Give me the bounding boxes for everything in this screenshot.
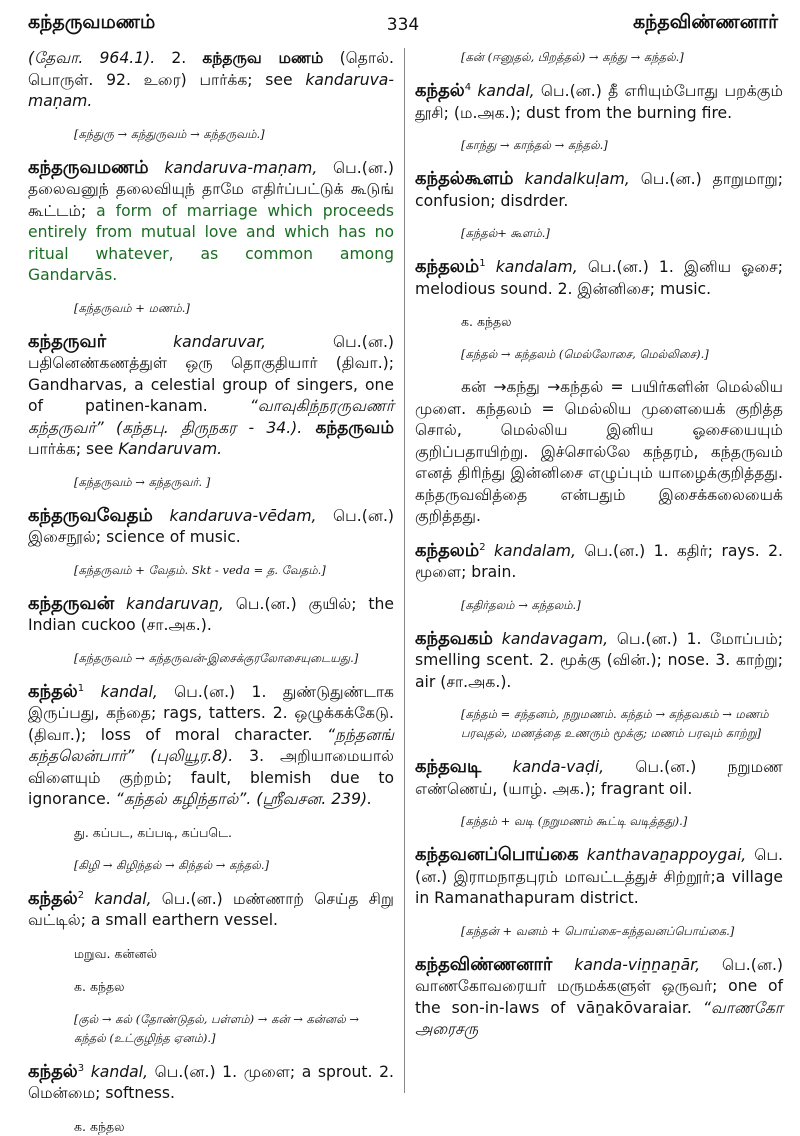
- explanatory-note: கன் →கந்து →கந்தல் = பயிர்களின் மெல்லிய முளை. கந்தலம் = மெல்லிய முளையைக் குறித்த சொல், மெல்லிய இனிய ஓசையையும் குறிப்பதாயிற்று. இச்சொல்லே கந்தரம், கந்தருவம் எனத் திரிந்து இன்னிசை எழுப்பும் யாழைக்குறித்தது. கந்தருவவித்தை என்பதும் இசைக்கலையைக் குறித்தது.: [415, 378, 783, 525]
- entry-kandal-1: [28, 681, 394, 811]
- definition: பெ.(ன.) 1. கதிர்; rays. 2. மூளை; brain.: [415, 541, 783, 581]
- entry-kandal-4: [415, 80, 783, 124]
- definition: பெ.(ன.) 1. முளை; a sprout. 2. மென்மை; softness.: [28, 1062, 395, 1102]
- entry-kandaruva-manam: [28, 157, 394, 287]
- definition: (தொல். பொருள். 92. உரை) பார்க்க; see: [28, 49, 394, 89]
- etymology: [காந்து → காந்தல் → கந்தல்.]: [461, 138, 608, 152]
- etymology: [கதிர்தலம் → கந்தலம்.]: [461, 597, 581, 612]
- definition: பெ.(ன.) மண்ணாற் செய்த சிறு வட்டில்; a small earthern vessel.: [28, 889, 394, 929]
- transliteration: kandaruvar,: [106, 332, 267, 351]
- etymology: [கந்தருவம் + வேதம். Skt - veda = த. வேதம்.]: [74, 562, 326, 577]
- transliteration: kandal,: [84, 682, 158, 701]
- right-column: [415, 48, 783, 1090]
- definition: 3. அறியாமையால் விளையும் குற்றம்; fault, blemish due to ignorance.: [28, 747, 394, 808]
- english-definition: a form of marriage which proceeds entirely from mutual love and which has no ritual whatever, as common among Gandarvās.: [28, 201, 394, 284]
- headword: கந்தல்: [28, 680, 78, 702]
- quotation: “வாணகோ அரைசரு: [415, 998, 783, 1038]
- definition: பெ.(ன.) 1. மோப்பம்; smelling scent. 2. மூக்கு (வின்.); nose. 3. காற்று; air (சா.அக.).: [415, 629, 783, 691]
- transliteration: kandal,: [84, 889, 152, 908]
- headword: கந்தவிண்ணனார்: [415, 953, 553, 975]
- definition: பெ.(ன.) 1. இனிய ஓசை; melodious sound. 2. இன்னிசை; music.: [415, 258, 783, 298]
- transliteration: kandalkuḷam,: [513, 170, 630, 188]
- cross-ref-headword: கந்தருவம்: [302, 417, 394, 438]
- quotation: “கந்தல் கழிந்தால்”. (ஸ்ரீவசன. 239).: [115, 790, 373, 808]
- transliteration: kandalam,: [485, 258, 578, 276]
- headword: கந்தலம்: [415, 539, 480, 561]
- definition: பார்க்க; see: [28, 440, 119, 458]
- quotation: “நந்தனங் கந்தலென்பார்” (புலியூர.8).: [28, 725, 394, 765]
- left-column: [28, 48, 395, 1134]
- citation: (தேவா. 964.1).: [28, 49, 156, 67]
- homonym-number: 2: [479, 541, 486, 553]
- definition: பெ.(ன.) நறுமண எண்ணெய், (யாழ். அக.); fragrant oil.: [415, 758, 783, 798]
- transliteration: kandaruvaṉ,: [114, 594, 224, 613]
- transliteration: kandaruva-maṇam,: [148, 158, 318, 177]
- entry-kandavinnanar: [415, 954, 783, 1041]
- definition: பெ.(ன.) பதினெண்கணத்துள் ஒரு தொகுதியார் (திவா.); Gandharvas, a celestial group of singers, one of patinen-kanam.: [28, 332, 394, 415]
- entry-kandavagam: [415, 628, 783, 694]
- definition: பெ.(ன.) இராமநாதபுரம் மாவட்டத்துச் சிற்றூர்;a village in Ramanathapuram district.: [415, 846, 784, 907]
- etymology: [கந்தல்+ கூளம்.]: [461, 226, 550, 240]
- synonym: மறுவ. கன்னல்: [74, 945, 158, 961]
- transliteration: kanda-vaḍi,: [481, 758, 605, 776]
- headword: கந்தருவர்: [28, 330, 107, 352]
- transliteration: kandavagam,: [493, 629, 609, 648]
- etymology: [கந்தல் → கந்தலம் (மெல்லோசை, மெல்லிசை).]: [461, 347, 709, 361]
- definition: பெ.(ன.) தாறுமாறு; confusion; disdrder.: [415, 170, 783, 210]
- headword: கந்தருவன்: [28, 592, 115, 614]
- column-divider: [404, 48, 405, 1093]
- page-number: 334: [386, 15, 420, 35]
- definition: பெ.(ன.) தலைவனுந் தலைவியுந் தாமே எதிர்ப்பட்டுக் கூடுங் கூட்டம்;: [28, 158, 394, 220]
- etymology: [கிழி → கிழிந்தல் → கிந்தல் → கந்தல்.]: [74, 857, 269, 872]
- headword: கந்தவடி: [415, 756, 482, 777]
- entry-kandaruvar: [28, 331, 394, 461]
- homonym-number: 1: [479, 257, 486, 269]
- entry-continuation: [28, 48, 394, 113]
- entry-kandal-2: [28, 888, 394, 932]
- etymology: [கந்தம் = சந்தனம், நறுமணம். கந்தம் → கந்தவகம் → மணம் பரவுதல், மணத்தை உணரும் மூக்கு; மணம் பரவும் காற்று]: [461, 707, 769, 740]
- homonym-number: 1: [77, 682, 85, 694]
- entry-kandal-3: [28, 1061, 394, 1105]
- header-left-guideword: கந்தருவமணம்: [28, 10, 156, 33]
- transliteration: kandal,: [471, 82, 535, 100]
- transliteration: kanda-viṉṉaṉār,: [552, 955, 701, 974]
- etymology: [கந்தன் + வனம் + பொய்கை–கந்தவனப்பொய்கை.]: [461, 923, 735, 938]
- definition: பெ.(ன.) தீ எரியும்போது பறக்கும் தூசி; (ம.அக.); dust from the burning fire.: [415, 82, 783, 122]
- headword: கந்தல்: [415, 80, 465, 101]
- transliteration: kanthavaṉappoygai,: [578, 846, 747, 864]
- headword: கந்தவனப்பொய்கை: [415, 844, 579, 865]
- cross-ref-translit: kandaruva-maṇam.: [28, 70, 394, 110]
- entry-kandalam-1: [415, 256, 783, 300]
- transliteration: kandaruva-vēdam,: [152, 506, 317, 525]
- homonym-number: 4: [464, 81, 472, 93]
- headword: கந்தலம்: [415, 256, 480, 277]
- cross-ref-translit: Kandaruvam.: [118, 440, 223, 458]
- page-header: [28, 6, 778, 40]
- cognate: து. கப்பட, கப்படி, கப்படெ.: [74, 824, 233, 840]
- definition: பெ.(ன.) குயில்; the Indian cuckoo (சா.அக.).: [28, 594, 394, 634]
- entry-kandaruva-vedam: [28, 505, 394, 549]
- definition: பெ.(ன.) இசைநூல்; science of music.: [28, 506, 394, 546]
- transliteration: kandal,: [84, 1062, 148, 1081]
- entry-kandaruvan: [28, 593, 394, 637]
- etymology: [கன் (ஈனுதல், பிறத்தல்) → கந்து → கந்தல்.]: [461, 50, 684, 64]
- etymology: [கந்தம் + வடி (நறுமணம் கூட்டி வடித்தது).]: [461, 814, 688, 828]
- cognate: க. கந்தல: [74, 978, 125, 994]
- homonym-number: 2: [77, 889, 85, 901]
- headword: கந்தருவவேதம்: [28, 504, 153, 526]
- etymology: [கந்துரு → கந்துருவம் → கந்தருவம்.]: [74, 126, 265, 141]
- etymology: [கந்தருவம் → கந்தருவர். ]: [74, 474, 211, 489]
- headword: கந்தருவமணம்: [28, 156, 149, 178]
- header-right-guideword: கந்தவிண்ணனார்: [633, 10, 778, 33]
- headword: கந்தவகம்: [415, 627, 494, 649]
- etymology: [கந்தருவம் + மணம்.]: [74, 300, 190, 315]
- cognate: க. கந்தல: [74, 1118, 125, 1134]
- entry-kandavadi: [415, 756, 783, 800]
- entry-kandalam-2: [415, 540, 783, 584]
- quotation: “வாவுகிந்நரருவணர் கந்தருவர்” (கந்தபு. திருநகர - 34.).: [28, 397, 394, 437]
- cross-ref-headword: கந்தருவ மணம்: [202, 49, 324, 67]
- entry-kandavanappoygai: [415, 844, 783, 910]
- cognate: க. கந்தல: [461, 314, 512, 329]
- headword: கந்தல்: [28, 1060, 78, 1082]
- definition: பெ.(ன.) 1. துண்டுதுண்டாக இருப்பது, கந்தை; rags, tatters. 2. ஒழுக்கக்கேடு. (திவா.); loss of moral character.: [28, 682, 395, 744]
- headword: கந்தல்கூளம்: [415, 168, 514, 189]
- sense-number: 2.: [155, 49, 203, 67]
- headword: கந்தல்: [28, 887, 78, 909]
- etymology: [கந்தருவம் → கந்தருவன்-இசைக்குரலோசையுடையது.]: [74, 650, 359, 665]
- transliteration: kandalam,: [485, 541, 576, 560]
- entry-kandalkulam: [415, 168, 783, 212]
- definition: பெ.(ன.) வாணகோவரையர் மருமக்களுள் ஒருவர்; one of the son-in-laws of vāṉakōvaraiar.: [415, 955, 784, 1017]
- homonym-number: 3: [77, 1062, 85, 1074]
- etymology: [குல் → கல் (தோண்டுதல், பள்ளம்) → கன் → கன்னல் → கந்தல் (உட்குழிந்த ஏனம்).]: [74, 1011, 360, 1045]
